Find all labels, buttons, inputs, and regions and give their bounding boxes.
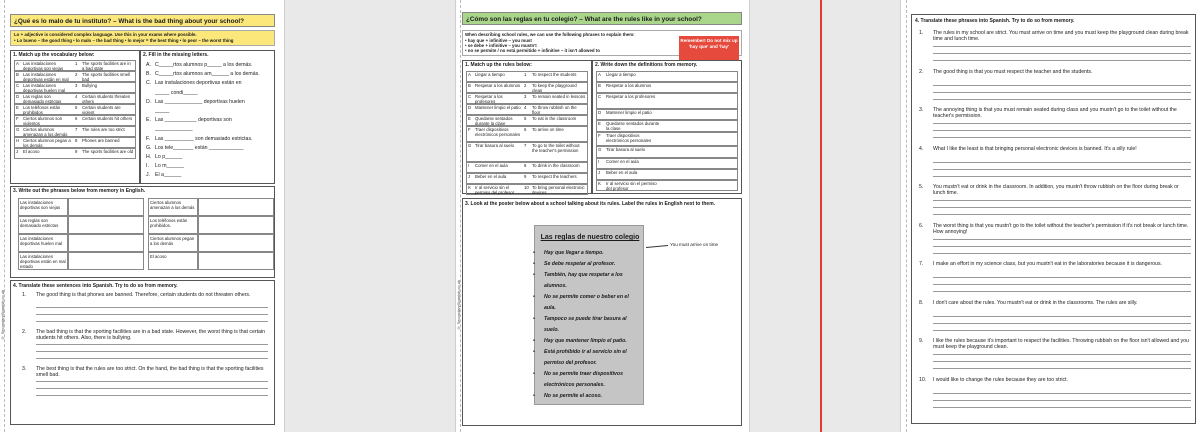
row-number: 4: [75, 94, 78, 99]
answer-line: [933, 291, 1191, 292]
row-number: 2: [524, 83, 527, 88]
poster-rule: También, hay que respetar a los: [544, 272, 623, 278]
answer-line: [36, 351, 268, 352]
fill-sentence: C_____rtos alumnos am______ a los demás.: [155, 71, 260, 78]
explain-line: • se debe + infinitive – you mustn't: [465, 43, 537, 48]
answer-line: [933, 354, 1191, 355]
answer-cell: [198, 252, 274, 270]
explain-intro: When describing school rules, we can use the following phrases to explain them:: [465, 32, 635, 37]
grammar-tip-line: Lo + adjective is considered complex language. Use this in your exams where possible.: [14, 32, 197, 37]
row-letter: K: [598, 181, 601, 186]
row-letter: E: [468, 116, 471, 121]
fill-sentence: Las ___________ deportivas son: [155, 117, 232, 124]
exercise-3-heading: 3. Write out the phrases below from memory in English.: [13, 188, 146, 194]
row-number: 3: [75, 83, 78, 88]
spanish-phrase: Llegar a tiempo: [606, 72, 636, 77]
row-letter: F: [16, 116, 19, 121]
fill-sentence: Las __________ son demasiado estrictas.: [155, 135, 253, 142]
answer-line: [933, 130, 1191, 131]
row-number: 4: [524, 105, 527, 110]
bullet-icon: •: [533, 371, 535, 377]
answer-line: [933, 162, 1191, 163]
answer-line: [933, 246, 1191, 247]
question-text: The best thing is that the rules are too strict. On the hand, the bad thing is that the sporting facilities smell bad.: [36, 366, 264, 378]
answer-line: [933, 400, 1191, 401]
fill-sentence: Lo m______: [155, 163, 184, 170]
english-phrase: The sports facilities smell bad: [82, 72, 130, 82]
exercise-4-box: [10, 280, 275, 425]
question-number: 2.: [919, 68, 924, 75]
answer-line: [933, 123, 1191, 124]
spanish-phrase: Respetar a los alumnos: [606, 83, 652, 88]
answer-line: [933, 239, 1191, 240]
answer-line: [933, 316, 1191, 317]
question-number: 1.: [22, 292, 27, 298]
row-number: 8: [75, 138, 78, 143]
row-letter: A: [598, 72, 601, 77]
answer-cell: [68, 216, 144, 234]
page-border: [906, 0, 907, 432]
page-border: [460, 0, 461, 432]
spanish-phrase: Las instalaciones deportivas están en mal: [23, 72, 69, 82]
english-phrase: Phones are banned: [82, 138, 120, 143]
answer-line: [933, 368, 1191, 369]
fill-letter: F.: [146, 135, 151, 142]
exercise-2-heading: 2. Fill in the missing letters.: [143, 52, 209, 58]
answer-line: [36, 381, 268, 382]
spanish-phrase: El acoso: [150, 254, 167, 259]
fill-letter: I.: [146, 163, 149, 170]
fill-letter: G.: [146, 144, 152, 151]
answer-line: [36, 314, 268, 315]
english-phrase: To respect the students: [532, 72, 577, 77]
row-letter: J: [16, 149, 19, 154]
question-number: 3.: [919, 107, 924, 113]
poster-rule: alumnos.: [544, 283, 567, 289]
spanish-phrase: Ciertos alumnos amenazan a los demás: [150, 200, 195, 210]
spanish-phrase: Las reglas son demasiado estrictas: [23, 94, 62, 104]
answer-line: [933, 53, 1191, 54]
bullet-icon: •: [533, 316, 535, 322]
exercise-4-heading: 4. Translate these phrases into Spanish. Try to do so from memory.: [915, 18, 1075, 24]
english-phrase: To go to the toilet without the teacher's permission: [532, 143, 580, 153]
english-phrase: The rules are too strict: [82, 127, 125, 132]
page-title: ¿Cómo son las reglas en tu colegio? – What are the rules like in your school?: [462, 12, 742, 25]
fill-sentence: Los tele_______ están ____________: [155, 144, 244, 151]
spanish-phrase: Los teléfonos están prohibidos: [23, 105, 61, 115]
copyright-margin: © SecondarySpanish.co.uk: [0, 290, 5, 341]
row-number: 8: [524, 163, 527, 168]
poster-rule: electrónicos personales.: [544, 382, 605, 388]
fill-sentence: C_____rtos alumnos p_____ a los demás.: [155, 62, 253, 68]
divider-line: [820, 0, 822, 432]
english-phrase: Certain students hit others: [82, 116, 133, 121]
spanish-phrase: Las instalaciones deportivas son viejas: [20, 200, 61, 210]
row-number: 1: [524, 72, 527, 77]
spanish-phrase: Ciertos alumnos amenazan a los demás: [23, 127, 68, 137]
answer-line: [933, 323, 1191, 324]
row-number: 7: [524, 143, 527, 148]
bullet-icon: •: [533, 338, 535, 344]
row-number: 10: [524, 185, 529, 190]
fill-sentence: Las instalaciones deportivas están en: [155, 80, 242, 87]
row-letter: I: [468, 163, 470, 168]
question-text: The bad thing is that the sporting facilities are in a bad state. However, the worst thing is that certain students hit others. Also, there is bullying.: [36, 329, 265, 341]
spanish-phrase: Ir al servicio sin el permiso del profesor: [475, 185, 515, 195]
row-number: 7: [75, 127, 78, 132]
row-number: 5: [524, 116, 527, 121]
english-phrase: The sports facilities are old: [82, 149, 134, 154]
answer-line: [933, 137, 1191, 138]
question-number: 3.: [22, 366, 27, 372]
bullet-icon: •: [533, 272, 535, 278]
row-letter: A: [16, 61, 19, 66]
answer-line: [933, 169, 1191, 170]
answer-line: [933, 99, 1191, 100]
exercise-4-heading: 4. Translate these sentences into Spanish. Try to do so from memory.: [13, 283, 178, 289]
question-text: I don't care about the rules. You mustn't eat or drink in the classrooms. The rules are silly.: [933, 299, 1138, 306]
fill-letter: D.: [146, 98, 152, 105]
spanish-phrase: Respetar a los profesores: [475, 94, 503, 104]
worksheet-page-1: [0, 0, 285, 432]
spanish-phrase: El acoso: [23, 149, 40, 154]
bullet-icon: •: [533, 393, 535, 399]
row-letter: B: [468, 83, 471, 88]
row-letter: C: [16, 83, 20, 88]
question-number: 7.: [919, 261, 924, 267]
answer-line: [36, 395, 268, 396]
spanish-phrase: Quedarse sentados durante la clase: [475, 116, 513, 126]
row-letter: I: [598, 159, 600, 164]
copyright-margin: © SecondarySpanish.co.uk: [456, 280, 461, 331]
row-number: 2: [75, 72, 78, 77]
spanish-phrase: Llegar a tiempo: [475, 72, 505, 77]
spanish-phrase: Traer dispositivos electrónicos personales: [475, 127, 521, 137]
fill-sentence: Lo p______: [155, 154, 183, 160]
spanish-phrase: Respetar a los profesores: [606, 94, 656, 99]
english-phrase: The sports facilities are in a bad state: [82, 61, 131, 71]
fill-letter: A.: [146, 62, 151, 68]
answer-line: [933, 284, 1191, 285]
answer-line: [36, 307, 268, 308]
question-text: The rules in my school are strict. You must arrive on time and you must keep the playground clean during break time and lunch time.: [933, 30, 1189, 42]
answer-line: [933, 46, 1191, 47]
poster-rule: No se permite el acoso.: [544, 393, 602, 399]
rules-poster: [534, 225, 644, 405]
poster-rule: aula.: [544, 305, 556, 311]
poster-title: Las reglas de nuestro colegio: [540, 234, 640, 241]
spanish-phrase: Las reglas son demasiado estrictas: [20, 218, 59, 228]
question-number: 10.: [919, 376, 927, 383]
poster-rule: No se permite comer o beber en el: [544, 294, 629, 300]
row-number: 9: [524, 174, 527, 179]
row-letter: G: [598, 147, 602, 152]
answer-line: [36, 321, 268, 322]
row-letter: G: [16, 127, 20, 132]
spanish-phrase: Tirar basura al suelo: [606, 147, 646, 152]
question-text: The annoying thing is that you must remain seated during class and you mustn't go to the toilet without the teacher's permission.: [933, 107, 1177, 119]
answer-line: [933, 92, 1191, 93]
answer-cell: [198, 216, 274, 234]
row-number: 9: [75, 149, 78, 154]
poster-rule: Está prohibido ir al servicio sin el: [544, 349, 627, 355]
bullet-icon: •: [533, 294, 535, 300]
answer-cell: [68, 252, 144, 270]
spanish-phrase: Beber en el aula: [475, 174, 507, 179]
spanish-phrase: Quedarse sentados durante la clase: [606, 121, 660, 131]
poster-rule: suelo.: [544, 327, 559, 333]
answer-cell: [68, 234, 144, 252]
answer-line: [933, 214, 1191, 215]
poster-rule: permiso del profesor.: [544, 360, 597, 366]
answer-line: [933, 393, 1191, 394]
fill-sentence: _____: [155, 108, 170, 114]
page-border: [4, 0, 5, 432]
row-letter: E: [598, 121, 601, 126]
fill-sentence: Las _____________ deportivas huelen: [155, 98, 245, 105]
question-number: 5.: [919, 184, 924, 190]
fill-letter: C.: [146, 80, 152, 87]
row-number: 3: [524, 94, 527, 99]
grammar-tip-box: [10, 30, 275, 46]
question-number: 9.: [919, 338, 924, 344]
fill-sentence: El a______: [155, 172, 182, 179]
spanish-phrase: Mantener limpio el patio: [606, 110, 652, 115]
question-text: The good thing is that phones are banned. Therefore, certain students do not threaten others.: [36, 292, 251, 298]
spanish-phrase: Las instalaciones deportivas huelen mal: [23, 83, 66, 93]
bullet-icon: •: [533, 261, 535, 267]
explain-line: • no se permite / no está permitido + infinitive – it isn't allowed to: [465, 48, 600, 53]
exercise-1-heading: 1. Match up the rules below:: [465, 62, 532, 68]
spanish-phrase: Mantener limpio el patio: [475, 105, 521, 110]
exercise-2-heading: 2. Write down the definitions from memory.: [595, 62, 698, 68]
spanish-phrase: Beber en el aula: [606, 170, 638, 175]
row-letter: G: [468, 143, 472, 148]
row-letter: F: [598, 133, 601, 138]
spanish-phrase: Comer en el aula: [475, 163, 508, 168]
question-text: You mustn't eat or drink in the classroom. In addition, you mustn't throw rubbish on the floor during break or lunch time.: [933, 184, 1179, 196]
bullet-icon: •: [533, 349, 535, 355]
english-phrase: To bring personal electronic devices: [532, 185, 585, 195]
bullet-icon: •: [533, 250, 535, 256]
worksheet-page-3: [900, 0, 1200, 432]
spanish-phrase: Ir al servicio sin el permiso del profesor: [606, 181, 657, 191]
question-number: 6.: [919, 222, 924, 229]
spanish-phrase: Las instalaciones deportivas huelen mal: [20, 236, 63, 246]
poster-rule: Se debe respetar al profesor.: [544, 261, 616, 267]
page-title: ¿Qué es lo malo de tu instituto? – What is the bad thing about your school?: [10, 14, 275, 27]
answer-cell: [198, 198, 274, 216]
row-letter: B: [16, 72, 19, 77]
row-letter: D: [468, 105, 472, 110]
row-number: 5: [75, 105, 78, 110]
answer-line: [933, 361, 1191, 362]
answer-line: [933, 330, 1191, 331]
spanish-phrase: Traer dispositivos electrónicos personales: [606, 133, 652, 143]
spanish-phrase: Las instalaciones deportivas son viejas: [23, 61, 64, 71]
poster-rule: No se permite traer dispositivos: [544, 371, 623, 377]
row-letter: C: [468, 94, 472, 99]
row-letter: D: [598, 110, 602, 115]
answer-cell: [198, 234, 274, 252]
row-letter: B: [598, 83, 601, 88]
fill-sentence: _____ condi_____: [155, 89, 198, 96]
english-phrase: To remain seated in lessons: [532, 94, 586, 99]
spanish-phrase: Ciertos alumnos son violentos: [23, 116, 63, 126]
remember-note: Remember! Do not mix up 'hay que' and 'hay': [679, 36, 739, 61]
english-phrase: To eat in the classroom: [532, 116, 577, 121]
exercise-1-heading: 1. Match up the vocabulary below:: [13, 52, 95, 58]
answer-line: [36, 344, 268, 345]
english-phrase: To drink in the classroom: [532, 163, 580, 168]
row-letter: A: [468, 72, 471, 77]
row-letter: E: [16, 105, 19, 110]
row-letter: H: [16, 138, 20, 143]
answer-line: [933, 200, 1191, 201]
question-text: The good thing is that you must respect the teacher and the students.: [933, 68, 1093, 75]
fill-letter: E.: [146, 117, 151, 124]
row-number: 6: [524, 127, 527, 132]
english-phrase: To arrive on time: [532, 127, 564, 132]
spanish-phrase: Los teléfonos están prohibidos.: [150, 218, 188, 228]
spanish-phrase: Ciertos alumnos pegan a los demás: [23, 138, 71, 148]
answer-line: [933, 253, 1191, 254]
question-text: The worst thing is that you mustn't go to the toilet without the teacher's permission if it's not break or lunch time. How annoying!: [933, 222, 1189, 235]
question-text: What I like the least is that bringing personal electronic devices is banned. It's a silly rule!: [933, 145, 1137, 152]
question-number: 2.: [22, 329, 27, 335]
english-phrase: To throw rubbish on the floor: [532, 105, 577, 115]
english-phrase: Certain students are violent: [82, 105, 121, 115]
poster-rule: Hay que mantener limpio el patio.: [544, 338, 627, 344]
fill-letter: B.: [146, 71, 151, 78]
row-letter: J: [468, 174, 471, 179]
spanish-phrase: Ciertos alumnos pegan a los demás: [150, 236, 195, 246]
answer-line: [36, 358, 268, 359]
grammar-tip-line: • Lo bueno – the good thing • lo malo – the bad thing • lo mejor = the best thing • lo peor – the worst thing: [14, 38, 234, 44]
fill-letter: H.: [146, 154, 152, 160]
spanish-phrase: Las instalaciones deportivas están en mal estado: [20, 254, 66, 269]
worksheet-page-2: [455, 0, 750, 432]
spanish-phrase: Tirar basura al suelo: [475, 143, 515, 148]
question-text: I would like to change the rules because they are too strict.: [933, 376, 1068, 383]
spanish-phrase: Comer en el aula: [606, 159, 639, 164]
english-phrase: Certain students threaten others: [82, 94, 131, 104]
exercise-4-box: [911, 14, 1196, 424]
question-number: 8.: [919, 299, 924, 306]
row-letter: D: [16, 94, 20, 99]
answer-line: [933, 207, 1191, 208]
row-letter: J: [598, 170, 601, 175]
question-text: I make an effort in my science class, but you mustn't eat in the laboratories because it is dangerous.: [933, 261, 1162, 267]
row-letter: F: [468, 127, 471, 132]
answer-line: [36, 388, 268, 389]
answer-line: [933, 176, 1191, 177]
question-number: 1.: [919, 30, 924, 36]
english-phrase: To keep the playground clean: [532, 83, 577, 93]
question-number: 4.: [919, 145, 924, 152]
english-phrase: Bullying: [82, 83, 98, 88]
row-letter: C: [598, 94, 602, 99]
english-phrase: To respect the teachers: [532, 174, 577, 179]
answer-line: [933, 85, 1191, 86]
answer-line: [933, 407, 1191, 408]
fill-letter: J.: [146, 172, 151, 179]
row-letter: K: [468, 185, 471, 190]
spanish-phrase: Respetar a los alumnos: [475, 83, 521, 88]
question-text: I like the rules because it's important to respect the facilities. Throwing rubbish on the floor isn't allowed and you must keep the playground clean.: [933, 338, 1189, 350]
fill-sentence: _____________: [155, 126, 193, 133]
answer-cell: [68, 198, 144, 216]
row-number: 1: [75, 61, 78, 66]
explain-line: • hay que + infinitive – you must: [465, 38, 532, 43]
answer-line: [933, 60, 1191, 61]
exercise-3-heading: 3. Look at the poster below about a school talking about its rules. Label the rules in English next to them.: [465, 201, 716, 207]
row-number: 6: [75, 116, 78, 121]
poster-rule: Hay que llegar a tiempo.: [544, 250, 604, 256]
poster-rule: Tampoco se puede tirar basura al: [544, 316, 627, 322]
poster-example-label: You must arrive on time: [670, 242, 719, 247]
answer-line: [933, 277, 1191, 278]
